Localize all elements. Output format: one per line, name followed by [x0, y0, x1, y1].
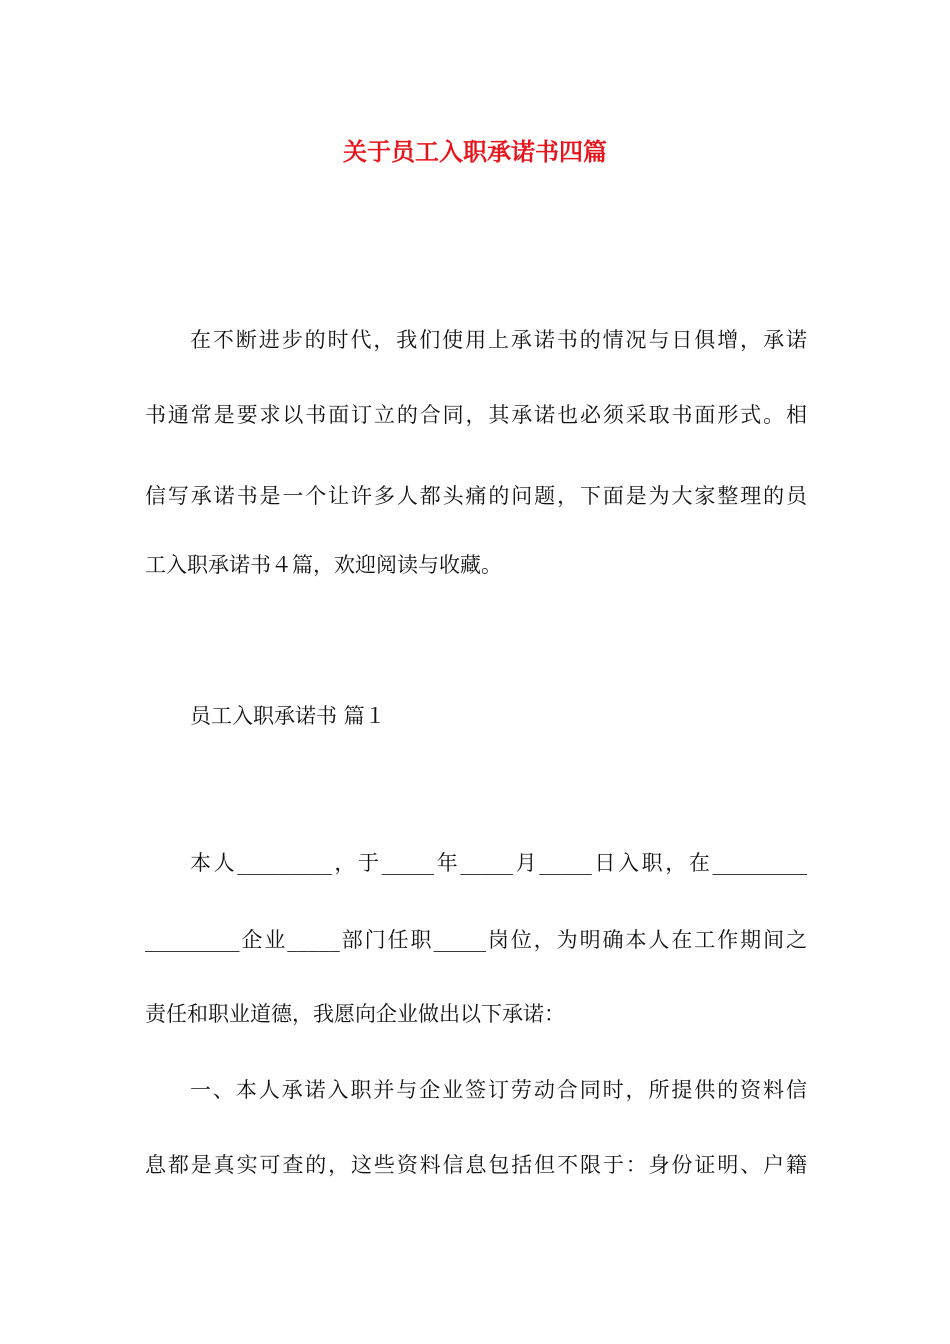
intro-line-2: 书通常是要求以书面订立的合同，其承诺也必须采取书面形式。相: [145, 403, 807, 427]
body-line-4: 一、本人承诺入职并与企业签订劳动合同时，所提供的资料信: [190, 1078, 807, 1102]
section-heading: 员工入职承诺书 篇１: [190, 704, 386, 728]
body-line-3: 责任和职业道德，我愿向企业做出以下承诺：: [145, 1002, 565, 1026]
body-line-1: 本人_________，于_____年_____月_____日入职，在_________: [190, 851, 807, 875]
body-line-2: _________企业_____部门任职_____岗位，为明确本人在工作期间之: [145, 928, 807, 952]
intro-line-4: 工入职承诺书４篇，欢迎阅读与收藏。: [145, 553, 502, 577]
document-title: 关于员工入职承诺书四篇: [343, 137, 607, 166]
intro-line-3: 信写承诺书是一个让许多人都头痛的问题，下面是为大家整理的员: [145, 484, 807, 508]
intro-line-1: 在不断进步的时代，我们使用上承诺书的情况与日俱增，承诺: [190, 328, 807, 352]
body-line-5: 息都是真实可查的，这些资料信息包括但不限于：身份证明、户籍: [145, 1153, 807, 1177]
